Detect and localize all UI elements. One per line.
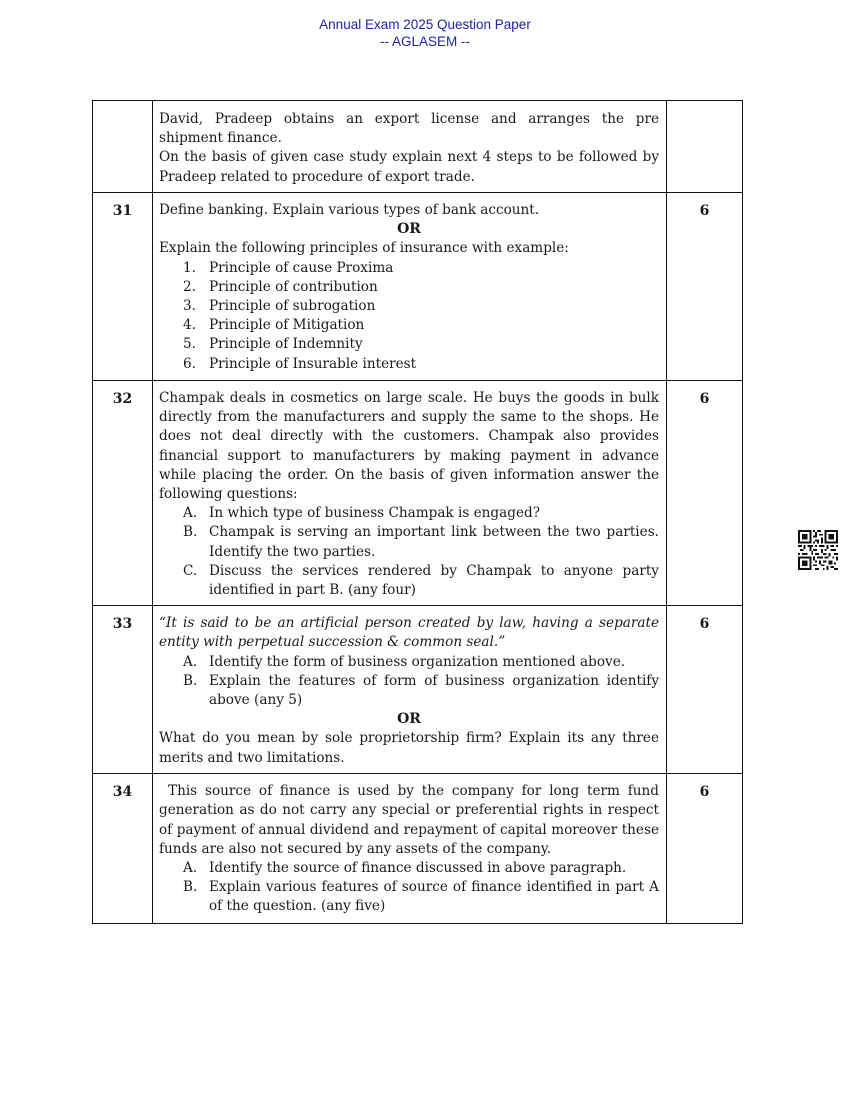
list-item-text: Explain various features of source of finance identified in part A of the question. (any five) xyxy=(209,879,659,915)
list-item-text: Principle of cause Proxima xyxy=(209,259,394,276)
list-item-text: Explain the features of form of business organization identify above (any 5) xyxy=(209,672,659,709)
list-marker: 5. xyxy=(183,336,196,353)
list-item xyxy=(159,335,659,354)
question-row-31 xyxy=(93,193,743,381)
list-marker: 6. xyxy=(183,355,196,372)
page-header xyxy=(0,16,850,50)
list-marker: A. xyxy=(183,505,198,522)
list-marker: B. xyxy=(183,672,198,689)
sub-question-list xyxy=(159,859,659,917)
list-item-text: Identify the form of business organization mentioned above. xyxy=(209,653,626,670)
list-item-text: Principle of contribution xyxy=(209,278,378,295)
list-marker: A. xyxy=(183,860,198,877)
question-intro: Champak deals in cosmetics on large scale. He buys the goods in bulk directly from the manufacturers and supply the same to the shops. He does not deal directly with the customers. Champak also provides financial support to manufacturers by making payment in advance while placing the order. On the basis of given information answer the following questions: xyxy=(159,390,659,503)
question-table xyxy=(92,100,743,924)
list-item xyxy=(159,316,659,335)
list-item xyxy=(159,355,659,374)
question-number: 34 xyxy=(93,774,153,924)
question-number: 32 xyxy=(93,381,153,606)
question-marks: 6 xyxy=(667,193,743,381)
question-text xyxy=(153,101,667,193)
header-title: Annual Exam 2025 Question Paper xyxy=(319,17,531,32)
list-item-text: In which type of business Champak is engaged? xyxy=(209,505,540,522)
list-marker: C. xyxy=(183,562,198,579)
question-alt-intro: Explain the following principles of insurance with example: xyxy=(159,240,569,257)
question-text xyxy=(153,774,667,924)
or-separator: OR xyxy=(397,221,421,238)
list-item xyxy=(159,278,659,297)
list-marker: A. xyxy=(183,653,198,670)
list-marker: 2. xyxy=(183,278,196,295)
list-item xyxy=(159,878,659,916)
list-item xyxy=(159,562,659,600)
list-item xyxy=(159,672,659,710)
question-marks: 6 xyxy=(667,774,743,924)
list-item-text: Principle of Insurable interest xyxy=(209,355,417,372)
list-marker: B. xyxy=(183,524,198,541)
question-marks: 6 xyxy=(667,381,743,606)
question-number: 33 xyxy=(93,606,153,774)
list-item xyxy=(159,859,659,878)
list-item xyxy=(159,523,659,561)
sub-question-list xyxy=(159,504,659,600)
question-number: 31 xyxy=(93,193,153,381)
question-paragraph: David, Pradeep obtains an export license and arranges the pre shipment finance. xyxy=(159,111,659,147)
sub-question-list xyxy=(159,653,659,711)
list-item-text: Champak is serving an important link between the two parties. Identify the two parties. xyxy=(209,524,659,560)
question-text xyxy=(153,381,667,606)
list-item xyxy=(159,504,659,523)
principle-list xyxy=(159,259,659,374)
list-marker: 4. xyxy=(183,317,196,334)
question-row-continued xyxy=(93,101,743,193)
question-quote: “It is said to be an artificial person created by law, having a separate entity with perpetual succession & common seal.” xyxy=(159,615,659,651)
question-marks xyxy=(667,101,743,193)
list-item-text: Identify the source of finance discussed in above paragraph. xyxy=(209,860,627,877)
question-marks: 6 xyxy=(667,606,743,774)
question-number xyxy=(93,101,153,193)
list-marker: 1. xyxy=(183,259,196,276)
list-item-text: Principle of Mitigation xyxy=(209,317,365,334)
question-text xyxy=(153,606,667,774)
question-row-33 xyxy=(93,606,743,774)
question-intro: Define banking. Explain various types of bank account. xyxy=(159,202,540,218)
list-marker: B. xyxy=(183,879,198,896)
list-item xyxy=(159,259,659,278)
list-item-text: Principle of Indemnity xyxy=(209,336,363,353)
question-row-34 xyxy=(93,774,743,924)
qr-code-icon[interactable] xyxy=(798,530,838,570)
list-item-text: Discuss the services rendered by Champak to anyone party identified in part B. (any four) xyxy=(209,562,659,599)
question-paragraph: On the basis of given case study explain next 4 steps to be followed by Pradeep related to procedure of export trade. xyxy=(159,149,659,185)
question-intro: This source of finance is used by the company for long term fund generation as do not carry any special or preferential rights in respect of payment of annual dividend and repayment of capital moreover these funds are also not secured by any assets of the company. xyxy=(159,783,659,857)
or-separator: OR xyxy=(397,711,421,728)
question-text xyxy=(153,193,667,381)
question-alt-text: What do you mean by sole proprietorship firm? Explain its any three merits and two limitations. xyxy=(159,730,659,766)
list-item-text: Principle of subrogation xyxy=(209,298,376,315)
list-marker: 3. xyxy=(183,298,196,315)
header-source: -- AGLASEM -- xyxy=(379,34,470,49)
list-item xyxy=(159,297,659,316)
question-row-32 xyxy=(93,381,743,606)
list-item xyxy=(159,653,659,672)
